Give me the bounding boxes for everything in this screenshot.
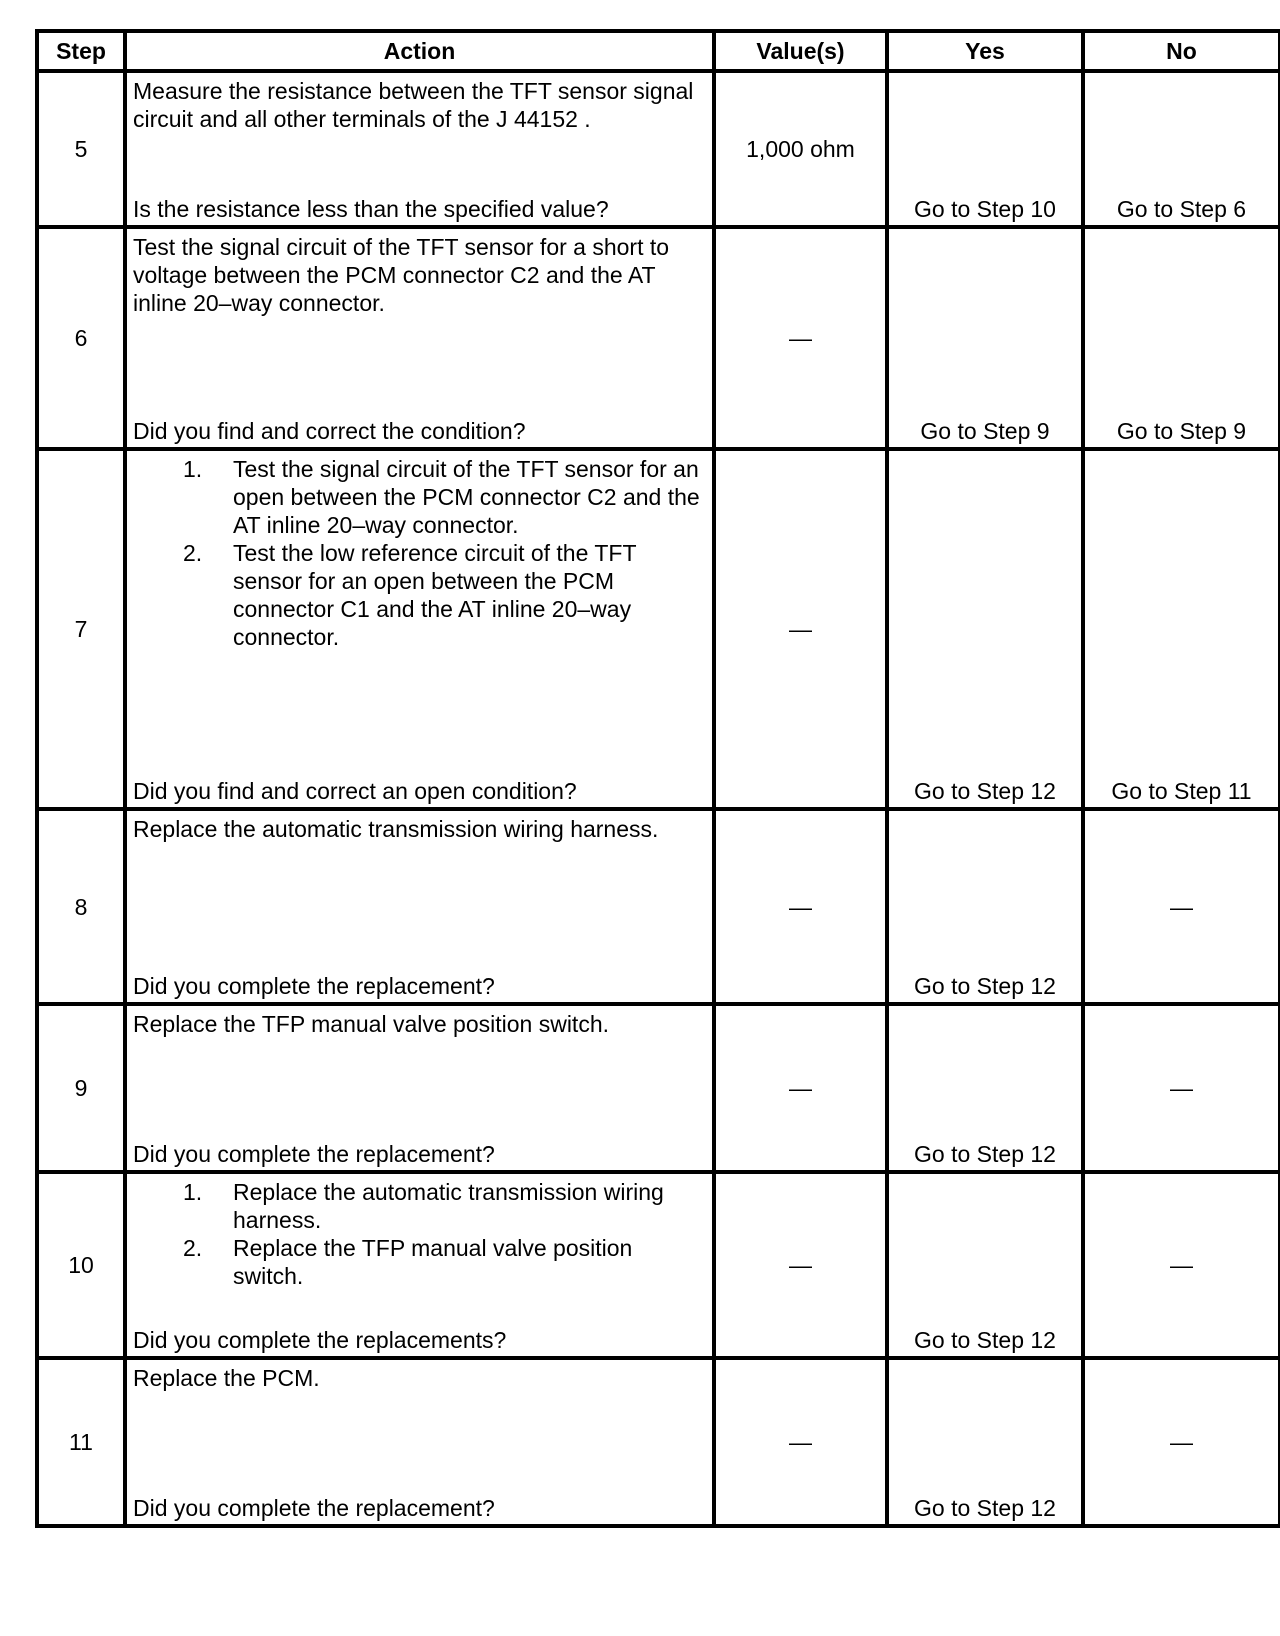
action-list-number: 1. xyxy=(183,1179,203,1205)
action-instructions xyxy=(133,1364,706,1392)
yes-cell xyxy=(887,1172,1083,1358)
action-question: Is the resistance less than the specified value? xyxy=(133,196,609,222)
no-dash: — xyxy=(1170,1429,1193,1455)
yes-goto: Go to Step 12 xyxy=(914,1327,1056,1353)
action-list-item xyxy=(133,1178,706,1234)
step-number: 10 xyxy=(37,1172,125,1358)
table-row xyxy=(37,449,1280,809)
action-list-item xyxy=(133,539,706,651)
table-header xyxy=(37,31,1280,71)
action-cell xyxy=(125,1172,714,1358)
value-cell: 1,000 ohm xyxy=(714,71,887,227)
no-cell xyxy=(1083,227,1280,449)
yes-cell xyxy=(887,71,1083,227)
yes-cell xyxy=(887,227,1083,449)
yes-cell xyxy=(887,809,1083,1004)
action-list-text: Test the low reference circuit of the TFT sensor for an open between the PCM connector C1 and the AT inline 20–way connector. xyxy=(233,540,637,650)
action-list-item xyxy=(133,455,706,539)
no-goto: Go to Step 6 xyxy=(1116,196,1247,222)
action-cell xyxy=(125,227,714,449)
action-list-number: 2. xyxy=(183,1235,203,1261)
step-number: 9 xyxy=(37,1004,125,1172)
step-number: 8 xyxy=(37,809,125,1004)
action-question: Did you complete the replacements? xyxy=(133,1327,507,1353)
action-list-text: Replace the automatic transmission wiring harness. xyxy=(233,1179,664,1233)
table-body xyxy=(37,71,1280,1526)
no-dash: — xyxy=(1170,1252,1193,1278)
header-values: Value(s) xyxy=(714,31,887,71)
action-text: Replace the automatic transmission wiring harness. xyxy=(133,816,659,842)
no-cell xyxy=(1083,1172,1280,1358)
table-row xyxy=(37,1358,1280,1526)
yes-cell xyxy=(887,1358,1083,1526)
action-text: Measure the resistance between the TFT sensor signal circuit and all other terminals of the J 44152 . xyxy=(133,78,694,132)
value-cell: — xyxy=(714,449,887,809)
action-text: Replace the PCM. xyxy=(133,1365,320,1391)
value-cell: — xyxy=(714,227,887,449)
action-question: Did you find and correct an open condition? xyxy=(133,778,577,804)
no-goto: Go to Step 11 xyxy=(1111,778,1252,804)
yes-goto: Go to Step 12 xyxy=(914,1141,1056,1167)
yes-goto: Go to Step 12 xyxy=(914,973,1056,999)
action-text: Replace the TFP manual valve position switch. xyxy=(133,1011,610,1037)
action-list-item xyxy=(133,1234,706,1290)
value-cell: — xyxy=(714,1004,887,1172)
value-cell: — xyxy=(714,809,887,1004)
yes-goto: Go to Step 12 xyxy=(914,778,1056,804)
header-step: Step xyxy=(37,31,125,71)
table-row xyxy=(37,809,1280,1004)
action-instructions xyxy=(133,455,706,651)
action-cell xyxy=(125,71,714,227)
action-cell xyxy=(125,1004,714,1172)
header-yes: Yes xyxy=(887,31,1083,71)
action-instructions xyxy=(133,77,706,133)
action-list-text: Replace the TFP manual valve position switch. xyxy=(233,1235,633,1289)
table-row xyxy=(37,1004,1280,1172)
no-cell xyxy=(1083,809,1280,1004)
yes-goto: Go to Step 9 xyxy=(920,418,1050,444)
action-question: Did you complete the replacement? xyxy=(133,973,495,999)
header-no: No xyxy=(1083,31,1280,71)
no-cell xyxy=(1083,71,1280,227)
table-row xyxy=(37,227,1280,449)
no-dash: — xyxy=(1170,1075,1193,1101)
step-number: 5 xyxy=(37,71,125,227)
action-instructions xyxy=(133,1178,706,1290)
action-list-number: 1. xyxy=(183,456,203,482)
action-list-text: Test the signal circuit of the TFT sensor for an open between the PCM connector C2 and the AT inline 20–way connector. xyxy=(233,456,700,538)
action-list-number: 2. xyxy=(183,540,203,566)
step-number: 6 xyxy=(37,227,125,449)
no-dash: — xyxy=(1170,893,1193,920)
no-cell xyxy=(1083,1358,1280,1526)
action-question: Did you find and correct the condition? xyxy=(133,418,526,444)
yes-goto: Go to Step 10 xyxy=(914,196,1056,222)
yes-goto: Go to Step 12 xyxy=(914,1495,1056,1521)
action-instructions xyxy=(133,1010,706,1038)
action-question: Did you complete the replacement? xyxy=(133,1495,495,1521)
yes-cell xyxy=(887,449,1083,809)
value-cell: — xyxy=(714,1358,887,1526)
action-text: Test the signal circuit of the TFT sensor for a short to voltage between the PCM connector C2 and the AT inline 20–way connector. xyxy=(133,234,670,316)
action-numbered-list xyxy=(133,1178,706,1290)
table-row xyxy=(37,1172,1280,1358)
action-instructions xyxy=(133,815,706,843)
action-question: Did you complete the replacement? xyxy=(133,1141,495,1167)
header-action: Action xyxy=(125,31,714,71)
value-cell: — xyxy=(714,1172,887,1358)
step-number: 11 xyxy=(37,1358,125,1526)
no-cell xyxy=(1083,1004,1280,1172)
step-number: 7 xyxy=(37,449,125,809)
no-cell xyxy=(1083,449,1280,809)
action-numbered-list xyxy=(133,455,706,651)
action-cell xyxy=(125,809,714,1004)
action-instructions xyxy=(133,233,706,317)
diagnostic-table xyxy=(35,29,1280,1528)
action-cell xyxy=(125,449,714,809)
no-goto: Go to Step 9 xyxy=(1116,418,1247,444)
table-row xyxy=(37,71,1280,227)
header-row xyxy=(37,31,1280,71)
yes-cell xyxy=(887,1004,1083,1172)
action-cell xyxy=(125,1358,714,1526)
